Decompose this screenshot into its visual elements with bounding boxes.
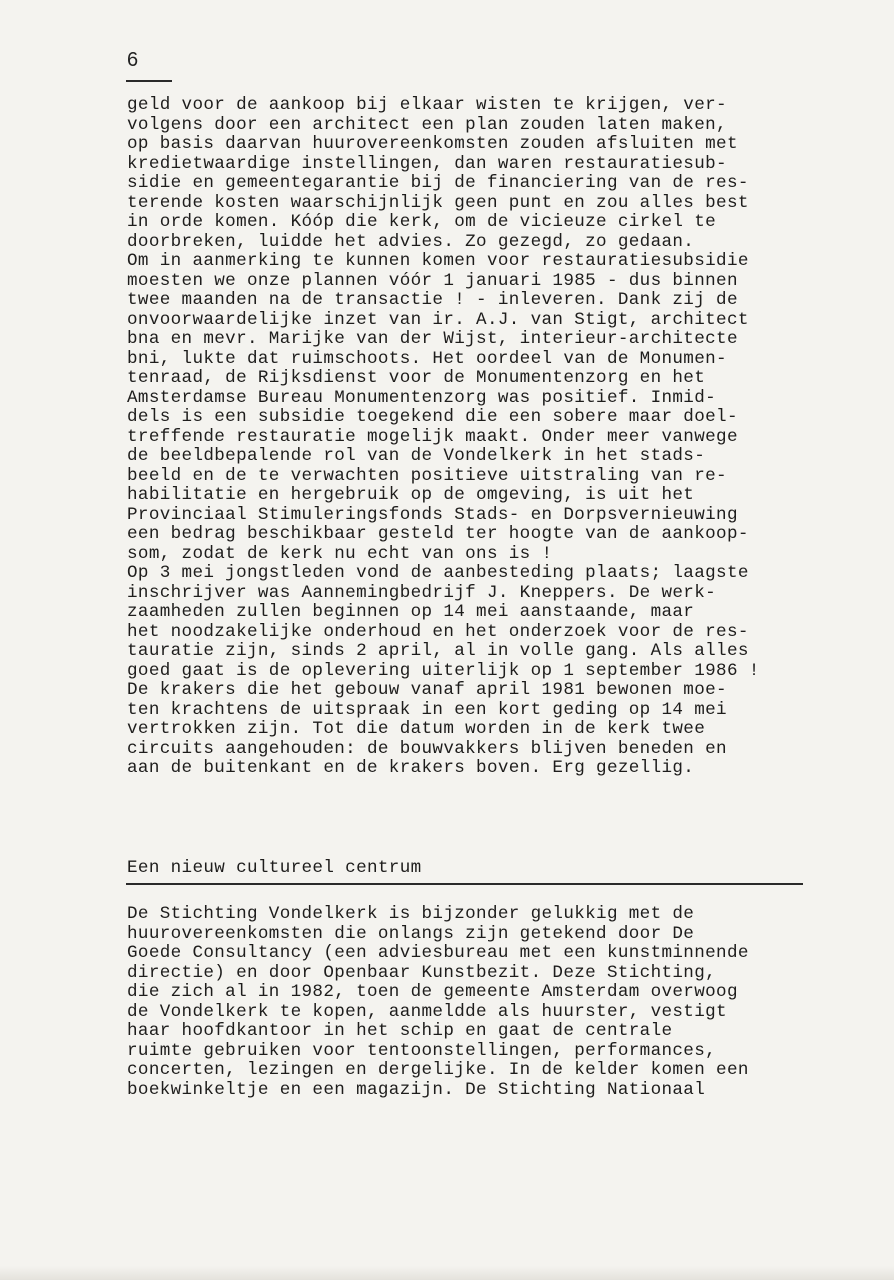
text-line: de beeldbepalende rol van de Vondelkerk in het stads-	[127, 446, 706, 466]
text-line: dels is een subsidie toegekend die een sobere maar doel-	[127, 407, 738, 427]
text-line: geld voor de aankoop bij elkaar wisten te krijgen, ver-	[127, 95, 727, 115]
text-line: inschrijver was Aannemingbedrijf J. Kneppers. De werk-	[127, 582, 717, 603]
text-line: Goede Consultancy (een adviesbureau met een kunstminnende	[127, 943, 749, 963]
text-line: bna en mevr. Marijke van der Wijst, interieur-architecte	[127, 329, 738, 349]
text-line: tauratie zijn, sinds 2 april, al in volle gang. Als alles	[127, 641, 749, 661]
text-line: vertrokken zijn. Tot die datum worden in de kerk twee	[127, 719, 706, 739]
text-line: sidie en gemeentegarantie bij de financiering van de res-	[127, 173, 749, 193]
text-line: Amsterdamse Bureau Monumentenzorg was positief. Inmid-	[127, 387, 717, 408]
page-number: 6	[127, 49, 139, 71]
text-line: som, zodat de kerk nu echt van ons is !	[127, 543, 553, 564]
text-line: directie) en door Openbaar Kunstbezit. Deze Stichting,	[127, 962, 717, 983]
text-line: die zich al in 1982, toen de gemeente Amsterdam overwoog	[127, 982, 738, 1002]
text-line: bni, lukte dat ruimschoots. Het oordeel van de Monumen-	[127, 348, 727, 369]
text-line: huurovereenkomsten die onlangs zijn getekend door De	[127, 923, 695, 944]
text-line: concerten, lezingen en dergelijke. In de kelder komen een	[127, 1060, 749, 1080]
text-line: De Stichting Vondelkerk is bijzonder gelukkig met de	[127, 904, 695, 924]
text-line: moesten we onze plannen vóór 1 januari 1985 - dus binnen	[127, 270, 738, 291]
page-number-underline	[126, 80, 172, 82]
text-line: tenraad, de Rijksdienst voor de Monumentenzorg en het	[127, 368, 706, 388]
text-line: Om in aanmerking te kunnen komen voor restauratiesubsidie	[127, 251, 749, 271]
text-line: volgens door een architect een plan zouden laten maken,	[127, 114, 727, 135]
body-text-block-2	[127, 905, 749, 1100]
text-line: onvoorwaardelijke inzet van ir. A.J. van Stigt, architect	[127, 309, 749, 330]
text-line: aan de buitenkant en de krakers boven. Erg gezellig.	[127, 758, 695, 778]
text-line: treffende restauratie mogelijk maakt. Onder meer vanwege	[127, 426, 738, 447]
text-line: beeld en de te verwachten positieve uitstraling van re-	[127, 465, 727, 486]
text-line: twee maanden na de transactie ! - inleveren. Dank zij de	[127, 290, 738, 310]
text-line: boekwinkeltje en een magazijn. De Stichting Nationaal	[127, 1079, 706, 1100]
text-line: ruimte gebruiken voor tentoonstellingen, performances,	[127, 1040, 717, 1061]
text-line: circuits aangehouden: de bouwvakkers blijven beneden en	[127, 738, 727, 759]
text-line: habilitatie en hergebruik op de omgeving, is uit het	[127, 485, 695, 505]
text-line: haar hoofdkantoor in het schip en gaat de centrale	[127, 1021, 673, 1041]
text-line: terende kosten waarschijnlijk geen punt en zou alles best	[127, 192, 749, 213]
text-line: een bedrag beschikbaar gesteld ter hoogte van de aankoop-	[127, 524, 749, 544]
section-heading: Een nieuw cultureel centrum	[127, 858, 422, 878]
text-line: ten krachtens de uitspraak in een kort geding op 14 mei	[127, 699, 727, 720]
text-line: kredietwaardige instellingen, dan waren restauratiesub-	[127, 153, 727, 174]
text-line: Op 3 mei jongstleden vond de aanbesteding plaats; laagste	[127, 563, 749, 583]
text-line: Provinciaal Stimuleringsfonds Stads- en Dorpsvernieuwing	[127, 504, 738, 525]
text-line: in orde komen. Kóóp die kerk, om de vicieuze cirkel te	[127, 212, 717, 232]
section-heading-rule	[126, 883, 803, 885]
text-line: doorbreken, luidde het advies. Zo gezegd, zo gedaan.	[127, 231, 695, 252]
text-line: het noodzakelijke onderhoud en het onderzoek voor de res-	[127, 621, 749, 642]
text-line: goed gaat is de oplevering uiterlijk op 1 september 1986 !	[127, 660, 760, 681]
text-line: zaamheden zullen beginnen op 14 mei aanstaande, maar	[127, 602, 695, 622]
body-text-block-1	[127, 96, 760, 779]
page-bottom-edge	[0, 1266, 894, 1280]
text-line: op basis daarvan huurovereenkomsten zouden afsluiten met	[127, 134, 738, 154]
text-line: De krakers die het gebouw vanaf april 1981 bewonen moe-	[127, 680, 727, 700]
text-line: de Vondelkerk te kopen, aanmeldde als huurster, vestigt	[127, 1001, 727, 1022]
